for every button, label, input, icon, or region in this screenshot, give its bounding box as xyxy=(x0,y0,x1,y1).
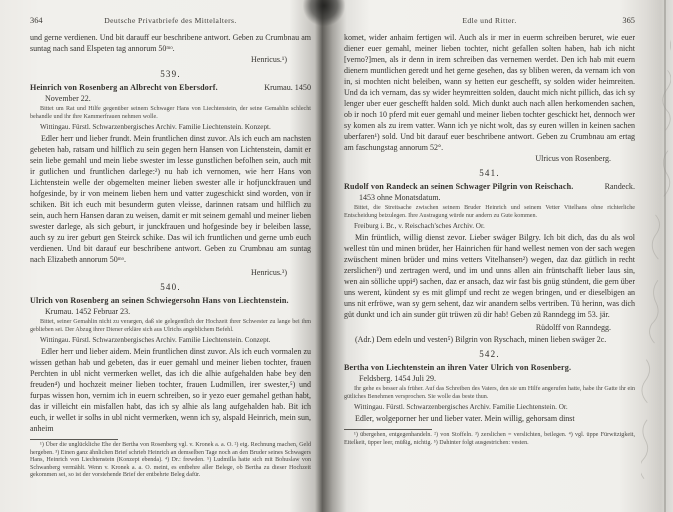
letter-heading-tail xyxy=(629,362,635,373)
left-page-number: 364 xyxy=(30,16,43,25)
letter-heading-bold: Ulrich von Rosenberg an seinen Schwiegersohn Hans von Liechtenstein. xyxy=(30,296,289,306)
left-page-header xyxy=(30,16,311,25)
carryover-paragraph: komet, wider anhaim fertigen wil. Auch als ir mer in euerm schreiben beruret, wie euer diener euer gemahl, meiner lieben tochter, nicht gefallen solten haben, hab ich nicht [verno?]men, als ir denn in irem schreiben das vernemen werdet. Den ich hab mit euern dienern muntlichen geredt und het gerne gesehen, das sy bliben weren, da vernam ich von in, si mochten nicht beleiben, wann sy hetten eur geschefft, sy solden wider heimreiten. Und da ich vernam, das sy wider heymreitten solden, daucht mich nicht pillich, das ich sy lenger uber euer geschefft halden sold. Mich dunkt auch nach allen herkomenden sachen, ob ir noch 10 pferd mit euer gemahl und meiner lieben tochter geschickt het, dennoch wer sy komen als zu irem vatter. Wann ich ye nicht wolt, das sy euren willen in keinen sachen uberfaren¹) sold. Und bit darauf euer beschribene antwort. Geben zu Crumbnau am ertag am faschungstag annorum 52°. xyxy=(344,33,635,152)
left-running-header: Deutsche Privatbriefe des Mittelalters. xyxy=(104,16,237,25)
letter-signature-539: Henricus.³) xyxy=(251,268,287,278)
letter-heading-539 xyxy=(30,82,311,93)
letter-heading-tail: Randeck. xyxy=(604,182,635,191)
right-page xyxy=(344,16,635,508)
right-running-header: Edle und Ritter. xyxy=(462,16,517,25)
carryover-signature: Ulricus von Rosenberg. xyxy=(535,154,611,163)
letter-source-539: Wittingau. Fürstl. Schwarzenbergisches Archiv. Familie Liechtenstein. Konzept. xyxy=(40,123,271,132)
letter-date-539: November 22. xyxy=(45,94,91,103)
letter-regest-541: Bittet, die Streitsache zwischen seinem Bruder Heinrich und seinem Vetter Vitelhans ohne richterliche Entscheidung beizulegen. Ihre Austragung würde nur andern zu Gute kommen. xyxy=(344,205,635,219)
letter-body-541: Min früntlich, willig dienst zevor. Lieber swäger Bilgry. Ich bit dich, das du als wol wellest tün und minen brüder, her Hainrichen für hand wellest nemen von der sach wegen zwüschent minen brüder und mins vetters Vitelhansen²) wegen, daz daz gütlich in recht zerslichen³) und zertragen werd, und im und unns allen ain früntschafft lieber laus sin, wen ain sölliche uppi⁴) sachen, daz er ansach, daz wir fast bis gnüg stündent, die gern über uns werent, kündent sy es mit glimpf und recht ze wegen bringen, und er dieselbigen an uns nit erfröwe, wan sy gern sehent, daz wir anandern selbs vertriben. Tü herinn, was dich güt dunkt und ich ain sunder güt trüwen zü dir hab! Geben zü Ranndegg im 53. jär. xyxy=(344,233,635,320)
letter-regest-542: Ihr gehe es besser als früher. Auf das Schreiben des Vaters, den sie um Hilfe angerufen hatte, habe ihr Gatte ihr ein gütliches Benehmen versprochen. Sie wolle das beste thun. xyxy=(344,386,635,400)
letter-body-539: Edler herr und lieber frundt. Mein fruntlichen dinst zuvor. Als ich euch am nachsten gebeten hab, ratsam und hilflich zu sein gegen hern Hansen von Lichtenstein, damit er sein liebe gemahl und mein liebe swester im lesse gunstlichen befolhen sein, auch mit ir gutlichen und fruntlichen darlege:²) nu hab ich vernomen, wie herr Hans von Lichtenstein welle der obgemelten meiner lieben swester alle ir hofjunckfrauen und hofgesinde, by ir von meinem lieben hern und vatter zugeschickt sind worden, von ir schiken. Bit ich euch mit besunderm guten vleisse, darinnen ratsam und hilflich zu sein, auch hern Hansen daran zu weisen, damit er mit seinem gemahl und meiner lieben swester darlege, als sich geburt, ir junckfrauen und hofgesinde bey ir beleiben lasse, auch sy zu irer geburt gen Steirck schike. Das wil ich fruntlichen und gerne umb euch verdienen. Und bit darauf eur beschribene antwort. Geben zu Crumbnau am suntag nach Elizabeth annorum 50ᵐᵒ. xyxy=(30,134,311,265)
letter-regest-539: Bittet um Rat und Hilfe gegenüber seinem Schwager Hans von Liechtenstein, der seine Gemahlin schlecht behandle und ihr ihre Kammerfrauen nehmen wolle. xyxy=(30,106,311,120)
letter-date-540: Krumau. 1452 Februar 23. xyxy=(45,307,131,317)
letter-address-541: (Adr.) Dem edeln und vesten⁵) Bilgrin von Ryschach, minen lieben swäger 2c. xyxy=(355,335,607,345)
right-page-header xyxy=(344,16,635,25)
footnote-rule xyxy=(30,439,118,440)
page-edge-bleedthrough-marks xyxy=(641,0,671,500)
letter-source-540: Wittingau. Fürstl. Schwarzenbergisches Archiv. Familie Liechtenstein. Conzept. xyxy=(40,336,271,345)
letter-body-540: Edler herr und lieber aidem. Mein fruntlichen dinst zuvor. Als ich euch vormalen zu wissen gethan hab und gebeten, das ir euer gemahl und meiner lieben tochter, frauen Perchten in ubl nicht vermerken wellet, das ich die alhie aufgehalden habe bey den freuden⁴) und hochzeit meiner lieben tochter, frauen Ludmillen, irer swester,⁵) und furpas wissen hon, vernim ich in euern schreiben, so ir yezo euer gemahel gethan habt, das ir villeicht ein misfallen habt, das ich sy alhie als lang aufgehalden hab. Bit ich euch, ir wellet ir solhs in ubl nicht vermerken, wenn ich sy, alspald Heinrich, mein sun, anheim xyxy=(30,347,311,434)
letter-source-541: Freiburg i. Br., v. Reischach'sches Archiv. Or. xyxy=(354,222,485,231)
carryover-paragraph: und gerne verdienen. Und bit darauff eur beschribene antwort. Geben zu Crumbnau am suntag nach sand Elspeten tag annorum 50ᵐᵒ. xyxy=(30,33,311,53)
letter-heading-tail: Krumau. 1450 xyxy=(264,83,311,92)
letter-body-542: Edler, wolgeporner her und lieber vater. Mein willig, gehorsam dinst xyxy=(355,414,575,424)
letter-heading-bold: Rudolf von Randeck an seinen Schwager Pilgrin von Reischach. xyxy=(344,182,574,191)
letter-heading-541 xyxy=(344,181,635,192)
letter-regest-540: Bittet, seiner Gemahlin nicht zu verargen, daß sie gelegentlich der Hochzeit ihrer Schwester zu lange bei ihm geblieben sei. Der Abzug ihrer Diener erkläre sich aus Ulrichs angeblichem Befehl. xyxy=(30,319,311,333)
letter-number-542: 542. xyxy=(479,349,500,360)
right-page-number: 365 xyxy=(622,16,635,25)
left-page xyxy=(30,16,311,508)
carryover-signature: Henricus.¹) xyxy=(251,55,287,64)
letter-heading-bold: Bertha von Liechtenstein an ihren Vater Ulrich von Rosenberg. xyxy=(344,363,572,373)
left-footnotes: ¹) Über die unglückliche Ehe der Bertha von Rosenberg vgl. v. Kronek a. a. O. ²) eig. Rechnung machen, Geld hergeben. ³) Einen ganz ähnlichen Brief schrieb Heinrich an demselben Tage noch an den Bruder seines Schwagers Hans, Heinrich von Liechtenstein (Konzept ebenda). ⁴) Dr.: frewden. ⁵) Ludmilla hatte sich mit Bohuslaw von Schwanberg vermählt. Wenn v. Kronek a. a. O. meint, es entbehre aller Belege, ob Bertha zu dieser Hochzeit gekommen sei, so ist der vorstehende Brief der entbehrte Beleg dafür. xyxy=(30,442,311,478)
next-leaf-edge-line xyxy=(664,0,666,512)
letter-heading-540 xyxy=(30,295,311,306)
letter-heading-542 xyxy=(344,362,635,373)
footnote-rule xyxy=(344,429,432,430)
letter-source-542: Wittingau. Fürstl. Schwarzenbergisches Archiv. Familie Liechtenstein. Or. xyxy=(354,403,568,412)
right-footnotes: ¹) übergehen, entgegenhandeln. ²) von Stoffeln. ³) zerslichen = verslichten, beilegen. ⁴) vgl. üppe Fürwitzigkeit, Eitelkeit, üpper leer, müßig, nichtig. ⁵) Dahinter folgt ausgestrichen: vesten. xyxy=(344,432,635,446)
letter-date-541: 1453 ohne Monatsdatum. xyxy=(359,193,441,202)
letter-heading-tail xyxy=(305,295,311,306)
letter-heading-bold: Heinrich von Rosenberg an Albrecht von Ebersdorf. xyxy=(30,83,218,92)
gutter-shadow-blob xyxy=(303,0,345,26)
letter-number-540: 540. xyxy=(160,282,181,293)
letter-signature-541: Rüdolff von Ranndegg. xyxy=(535,323,611,333)
letter-number-539: 539. xyxy=(160,69,181,79)
letter-date-542: Feldsberg. 1454 Juli 29. xyxy=(359,374,436,384)
letter-number-541: 541. xyxy=(479,168,500,178)
